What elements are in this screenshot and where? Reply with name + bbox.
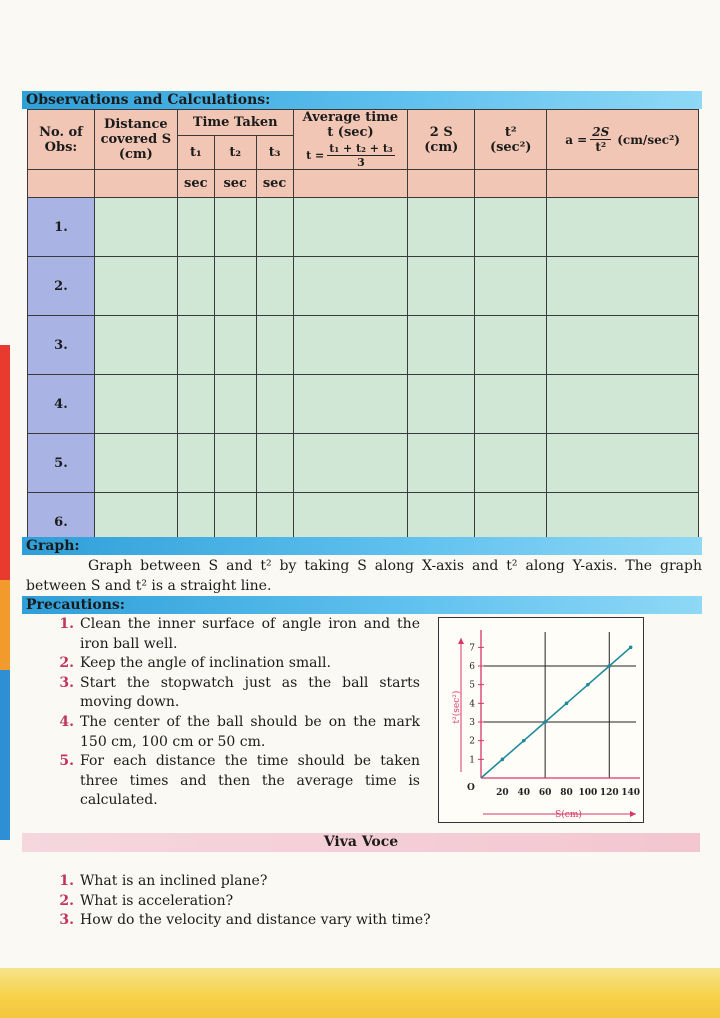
header-distance-label: Distance covered S (cm) bbox=[100, 117, 172, 162]
table-cell bbox=[177, 257, 214, 316]
header-two-s-label: 2 S (cm) bbox=[424, 124, 459, 155]
list-item bbox=[40, 872, 660, 892]
table-cell bbox=[256, 316, 293, 375]
y-tick-label: 4 bbox=[469, 699, 475, 710]
graph-title: Graph: bbox=[22, 537, 702, 555]
graph-figure bbox=[438, 617, 644, 823]
list-item-number: 4. bbox=[59, 713, 74, 730]
table-row bbox=[28, 198, 699, 257]
s-vs-t2-chart bbox=[439, 618, 643, 822]
x-tick-label: 140 bbox=[621, 788, 641, 798]
table-cell bbox=[214, 316, 256, 375]
list-item bbox=[40, 911, 660, 931]
table-cell bbox=[177, 316, 214, 375]
x-tick-label: 100 bbox=[578, 788, 598, 798]
header-t3-unit bbox=[256, 170, 293, 198]
table-cell bbox=[547, 198, 699, 257]
list-item bbox=[40, 752, 420, 811]
x-tick-label: 80 bbox=[560, 788, 573, 798]
x-tick-label: 20 bbox=[496, 788, 509, 798]
data-point bbox=[501, 758, 505, 762]
unit-sec: sec bbox=[262, 176, 287, 191]
row-number: 3. bbox=[28, 316, 95, 375]
list-item bbox=[40, 615, 420, 654]
y-tick-label: 6 bbox=[469, 662, 475, 672]
table-row bbox=[28, 375, 699, 434]
header-two-s bbox=[408, 110, 475, 170]
table-cell bbox=[475, 434, 547, 493]
y-axis-label-arrowhead bbox=[458, 638, 464, 644]
header-t-squared bbox=[475, 110, 547, 170]
data-point bbox=[607, 664, 611, 668]
table-cell bbox=[547, 316, 699, 375]
table-cell bbox=[475, 257, 547, 316]
table-cell bbox=[214, 375, 256, 434]
average-formula-denominator: 3 bbox=[357, 156, 365, 169]
header-t2 bbox=[214, 136, 256, 170]
y-axis-label: t²(sec²) bbox=[452, 690, 462, 724]
header-t1-label: t₁ bbox=[189, 145, 202, 161]
left-edge-stripe-red bbox=[0, 345, 10, 580]
y-tick-label: 5 bbox=[469, 680, 475, 691]
table-cell bbox=[408, 434, 475, 493]
table-cell bbox=[293, 198, 408, 257]
list-item-text: For each distance the time should be taken three times and then the average time is calculated. bbox=[80, 753, 420, 809]
accel-numerator: 2S bbox=[592, 125, 610, 139]
table-cell bbox=[256, 198, 293, 257]
header-t3-label: t₃ bbox=[268, 145, 281, 161]
table-cell bbox=[94, 316, 177, 375]
data-point bbox=[629, 646, 633, 650]
list-item-number: 1. bbox=[59, 616, 74, 632]
header-acceleration bbox=[547, 110, 699, 170]
accel-lhs: a = bbox=[565, 132, 588, 147]
header-time-taken-label: Time Taken bbox=[192, 115, 278, 131]
row-number: 4. bbox=[28, 375, 95, 434]
list-item-text: The center of the ball should be on the mark 150 cm, 100 cm or 50 cm. bbox=[80, 713, 420, 750]
table-cell bbox=[256, 375, 293, 434]
x-axis-label-arrowhead bbox=[630, 811, 636, 817]
table-cell bbox=[94, 375, 177, 434]
data-point bbox=[543, 720, 547, 724]
accel-denominator: t² bbox=[595, 140, 607, 154]
list-item-number: 3. bbox=[59, 674, 74, 691]
y-tick-label: 2 bbox=[469, 736, 475, 747]
table-cell bbox=[214, 434, 256, 493]
x-axis-label: S(cm) bbox=[555, 810, 582, 820]
header-time-taken bbox=[177, 110, 293, 136]
header-no-obs-label: No. of Obs: bbox=[39, 124, 83, 155]
table-cell bbox=[293, 375, 408, 434]
header-t1 bbox=[177, 136, 214, 170]
list-item bbox=[40, 892, 660, 912]
table-cell bbox=[256, 257, 293, 316]
observations-table bbox=[27, 109, 699, 552]
table-cell bbox=[475, 198, 547, 257]
bottom-band bbox=[0, 968, 720, 1018]
table-cell bbox=[475, 375, 547, 434]
table-cell bbox=[177, 198, 214, 257]
header-t1-unit bbox=[177, 170, 214, 198]
table-cell bbox=[408, 257, 475, 316]
list-item-text: Start the stopwatch just as the ball starts moving down. bbox=[80, 674, 420, 711]
list-item-text: What is acceleration? bbox=[80, 892, 234, 909]
unit-sec: sec bbox=[223, 176, 247, 191]
row-number: 6. bbox=[28, 493, 95, 552]
left-edge-stripe-blue bbox=[0, 670, 10, 840]
x-tick-label: 120 bbox=[599, 788, 619, 798]
table-cell bbox=[256, 434, 293, 493]
list-item bbox=[40, 713, 420, 752]
table-row bbox=[28, 257, 699, 316]
table-cell bbox=[408, 375, 475, 434]
table-cell bbox=[547, 257, 699, 316]
data-point bbox=[565, 702, 569, 706]
row-number: 1. bbox=[28, 198, 95, 257]
left-edge-stripe-orange bbox=[0, 580, 10, 670]
header-distance bbox=[94, 110, 177, 170]
table-row bbox=[28, 434, 699, 493]
x-tick-label: 60 bbox=[538, 788, 552, 798]
average-formula-numerator: t₁ + t₂ + t₃ bbox=[329, 142, 393, 155]
table-cell bbox=[94, 198, 177, 257]
viva-voce-questions bbox=[40, 872, 660, 931]
viva-voce-title: Viva Voce bbox=[22, 833, 700, 852]
x-tick-label: 40 bbox=[517, 788, 531, 798]
list-item bbox=[40, 674, 420, 713]
origin-label: O bbox=[467, 783, 475, 793]
average-formula-lhs: t = bbox=[306, 149, 325, 162]
list-item-number: 2. bbox=[59, 655, 74, 672]
table-cell bbox=[547, 375, 699, 434]
table-cell bbox=[293, 257, 408, 316]
data-point bbox=[522, 739, 526, 743]
precautions-list bbox=[40, 615, 420, 811]
header-no-obs bbox=[28, 110, 95, 170]
table-cell bbox=[408, 198, 475, 257]
table-cell bbox=[408, 316, 475, 375]
table-cell bbox=[547, 434, 699, 493]
list-item-number: 3. bbox=[59, 912, 74, 929]
y-tick-label: 7 bbox=[469, 643, 475, 654]
list-item-number: 2. bbox=[59, 892, 74, 909]
graph-description: Graph between S and t² by taking S along X-axis and t² along Y-axis. The graph between S and t² is a straight line. bbox=[26, 558, 702, 594]
list-item-text: Clean the inner surface of angle iron and the iron ball well. bbox=[80, 616, 420, 652]
average-formula bbox=[294, 142, 408, 169]
table-cell bbox=[177, 434, 214, 493]
table-cell bbox=[293, 434, 408, 493]
table-row bbox=[28, 316, 699, 375]
table-cell bbox=[475, 316, 547, 375]
row-number: 5. bbox=[28, 434, 95, 493]
row-number: 2. bbox=[28, 257, 95, 316]
table-cell bbox=[293, 316, 408, 375]
list-item bbox=[40, 654, 420, 674]
unit-sec: sec bbox=[184, 176, 208, 191]
y-tick-label: 1 bbox=[469, 755, 475, 766]
header-t2-unit bbox=[214, 170, 256, 198]
accel-unit: (cm/sec²) bbox=[617, 132, 680, 147]
y-tick-label: 3 bbox=[469, 718, 475, 728]
header-average-label: Average time t (sec) bbox=[302, 110, 399, 140]
list-item-text: What is an inclined plane? bbox=[80, 873, 268, 889]
header-t3 bbox=[256, 136, 293, 170]
observations-title: Observations and Calculations: bbox=[22, 91, 702, 109]
precautions-title: Precautions: bbox=[22, 596, 702, 614]
table-cell bbox=[214, 198, 256, 257]
header-t-squared-label: t² (sec²) bbox=[489, 124, 532, 155]
list-item-text: Keep the angle of inclination small. bbox=[80, 655, 331, 672]
table-cell bbox=[94, 434, 177, 493]
header-t2-label: t₂ bbox=[229, 145, 242, 161]
list-item-text: How do the velocity and distance vary with time? bbox=[80, 912, 431, 929]
table-cell bbox=[177, 375, 214, 434]
table-cell bbox=[214, 257, 256, 316]
list-item-number: 1. bbox=[59, 873, 74, 889]
list-item-number: 5. bbox=[59, 753, 74, 770]
header-average bbox=[293, 110, 408, 170]
table-cell bbox=[94, 257, 177, 316]
data-point bbox=[586, 683, 590, 687]
